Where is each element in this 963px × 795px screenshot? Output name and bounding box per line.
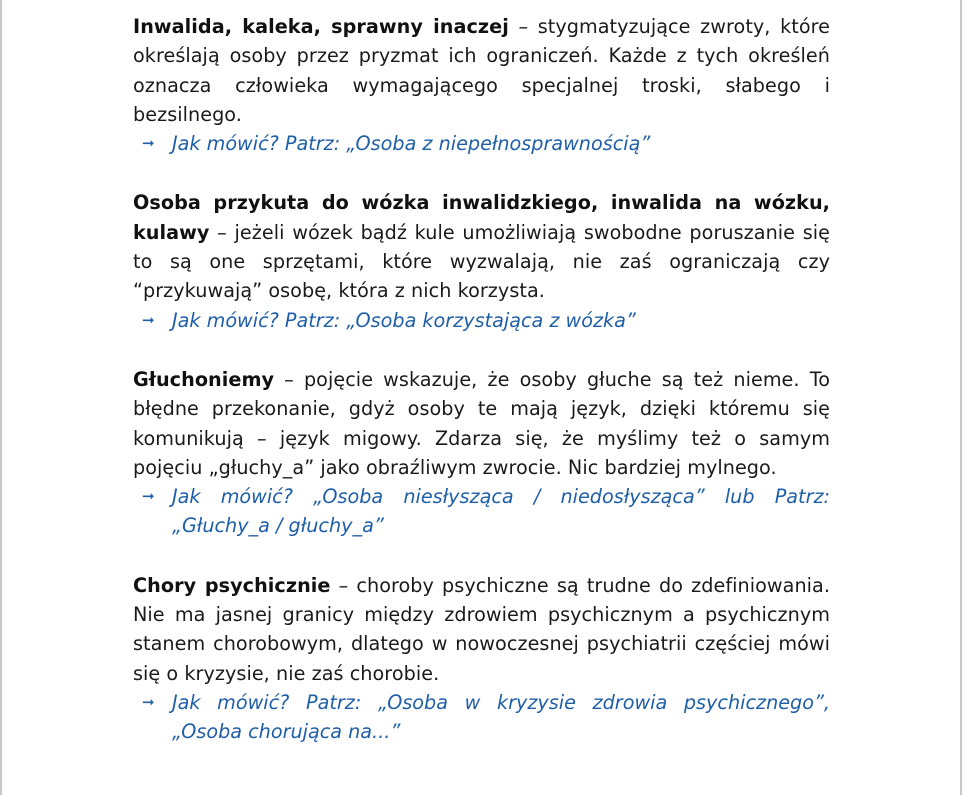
- page-edge-left: [0, 0, 2, 795]
- see-also-text: Jak mówić? Patrz: „Osoba korzystająca z wózka”: [172, 308, 636, 332]
- see-also: [133, 129, 830, 158]
- entry-paragraph: [133, 188, 830, 305]
- glossary-entry: [133, 12, 830, 158]
- page-edge-right: [960, 0, 962, 795]
- entry-paragraph: [133, 571, 830, 688]
- glossary-entry: [133, 188, 830, 334]
- document-column: [133, 12, 830, 777]
- see-also-text: Jak mówić? Patrz: „Osoba z niepełnosprawnością”: [172, 132, 651, 156]
- entry-paragraph: [133, 12, 830, 129]
- right-arrow-icon: ➞: [142, 692, 155, 711]
- entry-term: Chory psychicznie: [133, 573, 331, 597]
- entry-body: – choroby psychiczne są trudne do zdefiniowania. Nie ma jasnej granicy między zdrowiem psychicznym a psychicznym stanem chorobowym, dlatego w nowoczesnej psychiatrii częściej mówi się o kryzysie, nie zaś chorobie.: [133, 573, 830, 685]
- right-arrow-icon: ➞: [142, 487, 155, 506]
- entry-body: – stygmatyzujące zwroty, które określają osoby przez pryzmat ich ograniczeń. Każde z tych określeń oznacza człowieka wymagającego specjalnej troski, słabego i bezsilnego.: [133, 15, 830, 126]
- see-also-text: Jak mówić? Patrz: „Osoba w kryzysie zdrowia psychicznego”, „Osoba chorująca na...”: [172, 690, 830, 744]
- entry-paragraph: [133, 365, 830, 482]
- see-also: [133, 688, 830, 747]
- entry-term: Inwalida, kaleka, sprawny inaczej: [133, 15, 509, 38]
- see-also: [133, 482, 830, 541]
- see-also: [133, 306, 830, 335]
- glossary-entry: [133, 365, 830, 541]
- right-arrow-icon: ➞: [142, 310, 155, 329]
- right-arrow-icon: ➞: [142, 134, 155, 153]
- see-also-text: Jak mówić? „Osoba niesłysząca / niedosłysząca” lub Patrz: „Głuchy_a / głuchy_a”: [172, 485, 830, 538]
- entry-term: Osoba przykuta do wózka inwalidzkiego, inwalida na wózku, kulawy: [133, 191, 830, 244]
- glossary-entry: [133, 571, 830, 747]
- entry-body: – jeżeli wózek bądź kule umożliwiają swobodne poruszanie się to są one sprzętami, które wyzwalają, nie zaś ograniczają czy “przykuwają” osobę, która z nich korzysta.: [133, 220, 830, 303]
- entry-term: Głuchoniemy: [133, 367, 275, 391]
- entry-body: – pojęcie wskazuje, że osoby głuche są też nieme. To błędne przekonanie, gdyż osoby te mają język, dzięki któremu się komunikują – język migowy. Zdarza się, że myślimy też o samym pojęciu „głuchy_a” jako obraźliwym zwrocie. Nic bardziej mylnego.: [133, 367, 830, 479]
